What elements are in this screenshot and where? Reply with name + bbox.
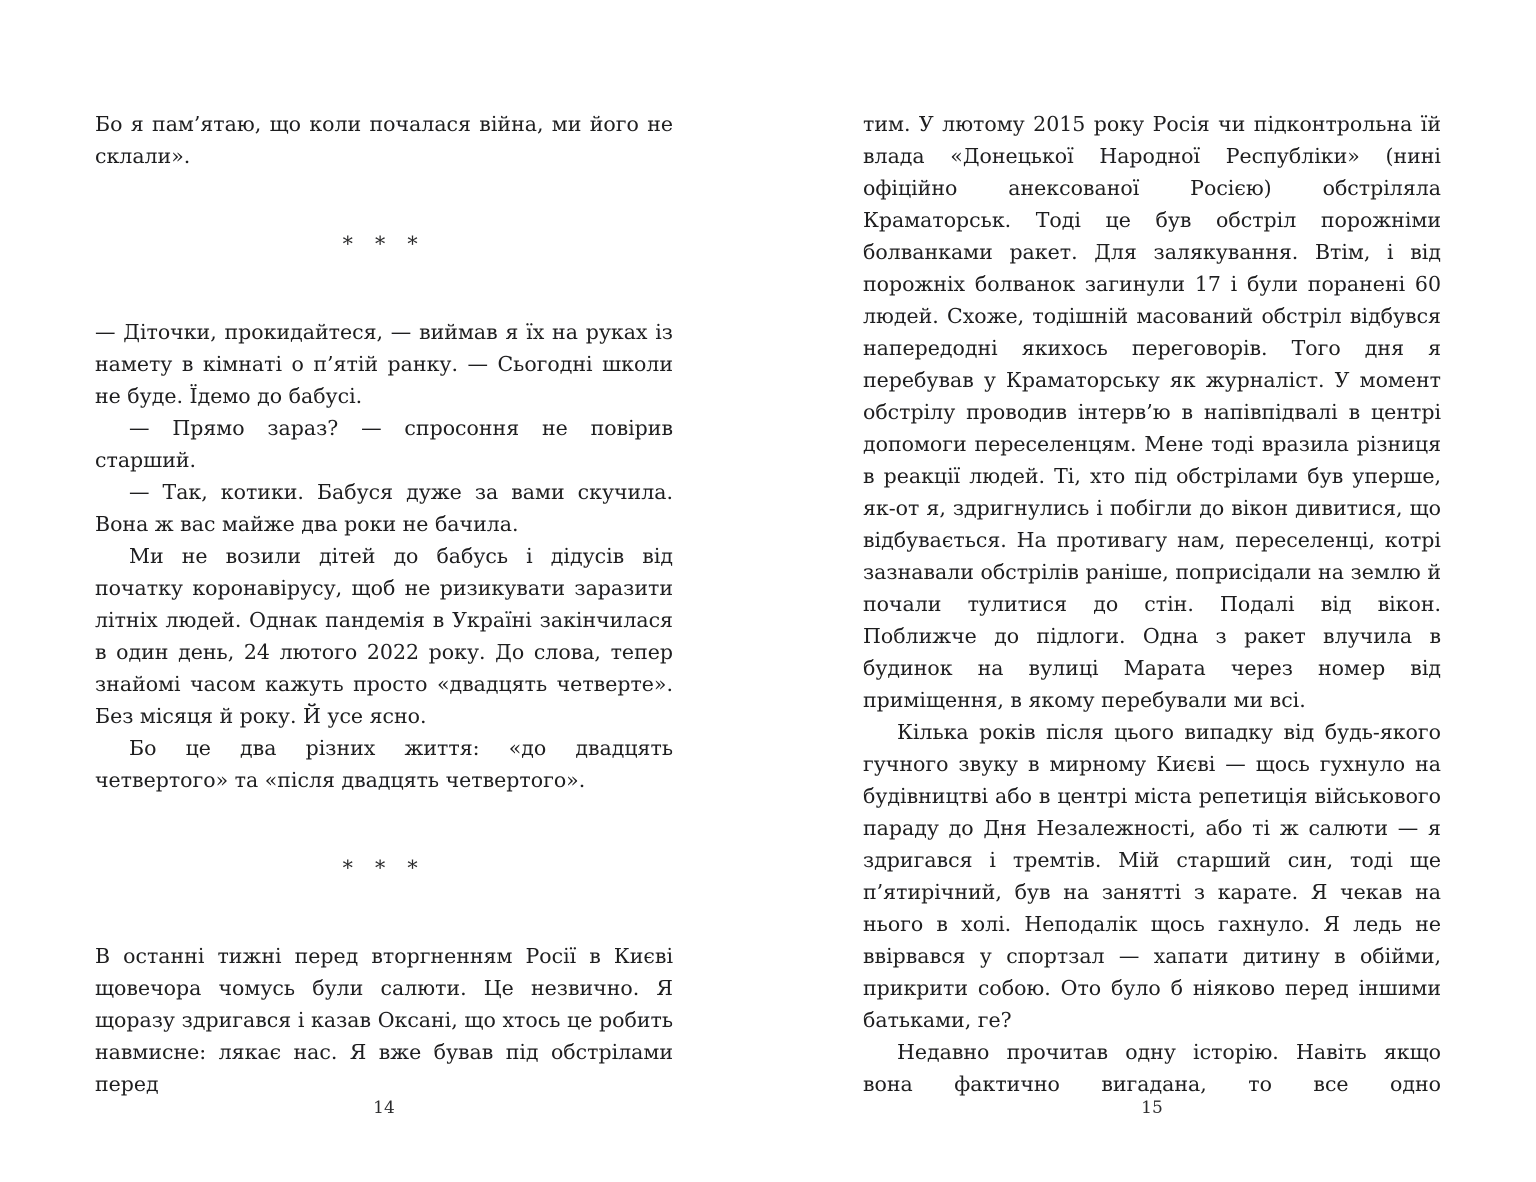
- paragraph: Кілька років після цього випадку від будь-якого гучного звуку в мирному Києві — щось гухнуло на будівництві або в центрі міста репетиція військового параду до Дня Незалежності, або ті ж салюти — я здригався і тремтів. Мій старший син, тоді ще п’ятирічний, був на занятті з карате. Я чекав на нього в холі. Неподалік щось гахнуло. Я ледь не ввірвався у спортзал — хапати дитину в обійми, прикрити собою. Ото було б ніяково перед іншими батьками, ге?: [863, 720, 1441, 1032]
- paragraph-dialogue: — Прямо зараз? — спросоння не повірив старший.: [95, 416, 673, 472]
- paragraph: Бо це два різних життя: «до двадцять четвертого» та «після двадцять четвертого».: [95, 736, 673, 792]
- paragraph: В останні тижні перед вторгненням Росії в Києві щовечора чомусь були салюти. Це незвично. Я щоразу здригався і казав Оксані, що хтось це робить навмисне: лякає нас. Я вже бував під обстрілами перед: [95, 944, 673, 1096]
- page-number: 14: [373, 1098, 395, 1118]
- scene-separator: * * *: [342, 856, 426, 880]
- page-right-text-column: [863, 108, 1441, 1100]
- paragraph: Бо я пам’ятаю, що коли почалася війна, ми його не склали».: [95, 112, 673, 168]
- scene-separator: * * *: [342, 232, 426, 256]
- page-left-text-column: [95, 108, 673, 1100]
- page-right: [768, 0, 1536, 1182]
- paragraph-dialogue: — Діточки, прокидайтеся, — виймав я їх на руках із намету в кімнаті о п’ятій ранку. — Сьогодні школи не буде. Їдемо до бабусі.: [95, 320, 673, 408]
- page-number: 15: [1141, 1098, 1163, 1118]
- paragraph: Ми не возили дітей до бабусь і дідусів від початку коронавірусу, щоб не ризикувати заразити літніх людей. Однак пандемія в Україні закінчилася в один день, 24 лютого 2022 року. До слова, тепер знайомі часом кажуть просто «двадцять четверте». Без місяця й року. Й усе ясно.: [95, 544, 673, 728]
- paragraph: тим. У лютому 2015 року Росія чи підконтрольна їй влада «Донецької Народної Республіки» (нині офіційно анексованої Росією) обстріляла Краматорськ. Тоді це був обстріл порожніми болванками ракет. Для залякування. Втім, і від порожніх болванок загинули 17 і були поранені 60 людей. Схоже, тодішній масований обстріл відбувся напередодні якихось переговорів. Того дня я перебував у Краматорську як журналіст. У момент обстрілу проводив інтерв’ю в напівпідвалі в центрі допомоги переселенцям. Мене тоді вразила різниця в реакції людей. Ті, хто під обстрілами був уперше, як-от я, здригнулись і побігли до вікон дивитися, що відбувається. На противагу нам, переселенці, котрі зазнавали обстрілів раніше, поприсідали на землю й почали тулитися до стін. Подалі від вікон. Поближче до підлоги. Одна з ракет влучила в будинок на вулиці Марата через номер від приміщення, в якому перебували ми всі.: [863, 112, 1441, 712]
- paragraph-dialogue: — Так, котики. Бабуся дуже за вами скучила. Вона ж вас майже два роки не бачила.: [95, 480, 673, 536]
- paragraph: Недавно прочитав одну історію. Навіть якщо вона фактично вигадана, то все одно: [863, 1040, 1441, 1096]
